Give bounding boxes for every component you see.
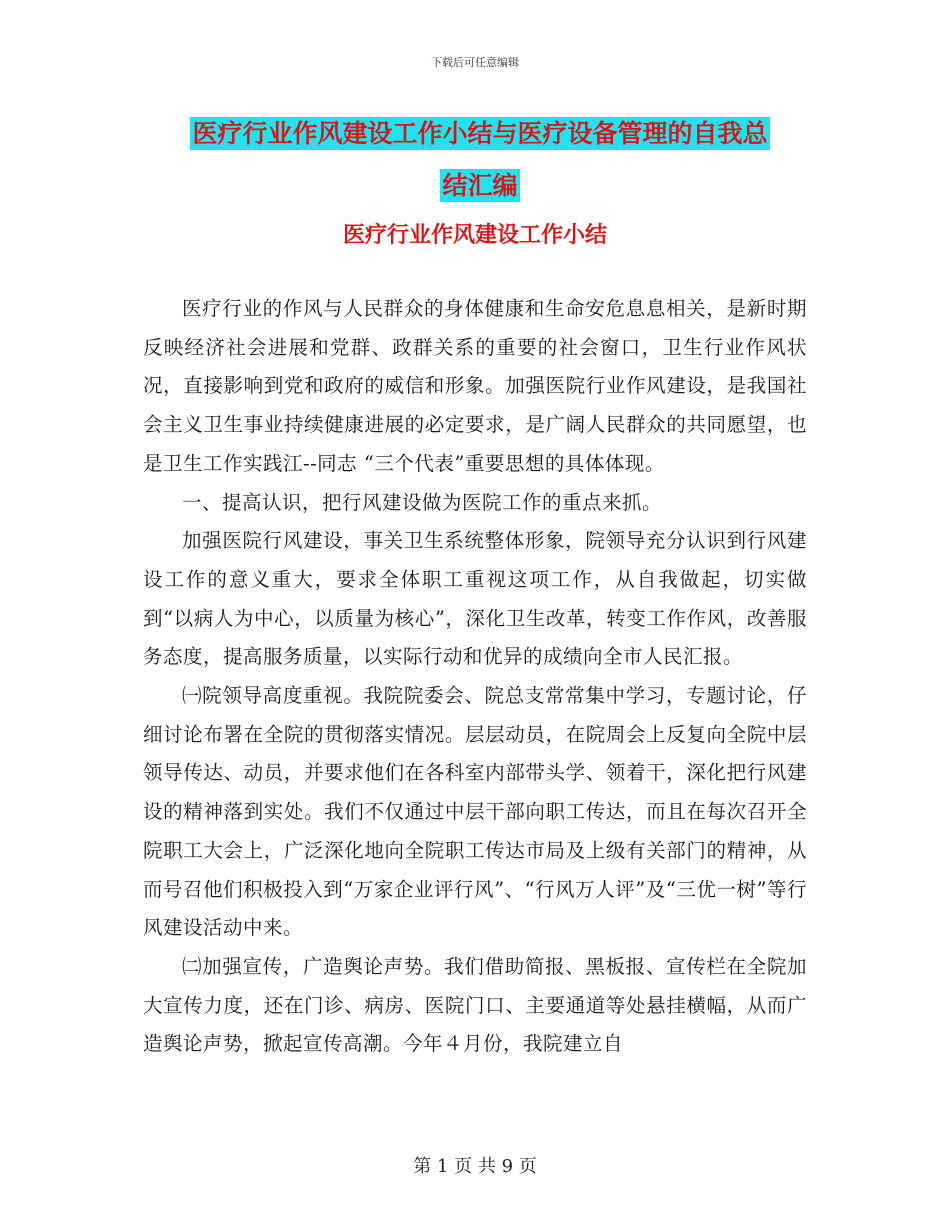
paragraph: ㈠院领导高度重视。我院院委会、院总支常常集中学习，专题讨论，仔细讨论布署在全院的贯彻落实情况。层层动员，在院周会上反复向全院中层领导传达、动员，并要求他们在各科室内部带头学、领着干，深化把行风建设的精神落到实处。我们不仅通过中层干部向职工传达，而且在每次召开全院职工大会上，广泛深化地向全院职工传达市局及上级有关部门的精神，从而号召他们积极投入到“万家企业评行风”、“行风万人评”及“三优一树”等行风建设活动中来。 xyxy=(143,684,807,940)
section-title: 医疗行业作风建设工作小结 xyxy=(342,223,607,248)
paragraph: ㈡加强宣传，广造舆论声势。我们借助简报、黑板报、宣传栏在全院加大宣传力度，还在门诊、病房、医院门口、主要通道等处悬挂横幅，从而广造舆论声势，掀起宣传高潮。今年４月份，我院建立自 xyxy=(143,954,807,1056)
document-title-line-1: 医疗行业作风建设工作小结与医疗设备管理的自我总 xyxy=(192,119,768,148)
header-note: 下载后可任意编辑 xyxy=(431,56,519,69)
document-title-line-2: 结汇编 xyxy=(442,171,518,200)
page-footer: 第 1 页 共 9 页 xyxy=(413,1156,537,1177)
paragraph: 加强医院行风建设，事关卫生系统整体形象，院领导充分认识到行风建设工作的意义重大，要求全体职工重视这项工作，从自我做起，切实做到“以病人为中心，以质量为核心”，深化卫生改革，转变工作作风，改善服务态度，提高服务质量，以实际行动和优异的成绩向全市人民汇报。 xyxy=(143,529,807,669)
document-title xyxy=(150,108,810,212)
paragraph: 医疗行业的作风与人民群众的身体健康和生命安危息息相关，是新时期反映经济社会进展和党群、政群关系的重要的社会窗口，卫生行业作风状况，直接影响到党和政府的威信和形象。加强医院行业作风建设，是我国社会主义卫生事业持续健康进展的必定要求，是广阔人民群众的共同愿望，也是卫生工作实践江--同志 “三个代表”重要思想的具体体现。 xyxy=(143,297,807,475)
body-text xyxy=(143,290,807,1064)
paragraph: 一、提高认识，把行风建设做为医院工作的重点来抓。 xyxy=(182,490,663,514)
